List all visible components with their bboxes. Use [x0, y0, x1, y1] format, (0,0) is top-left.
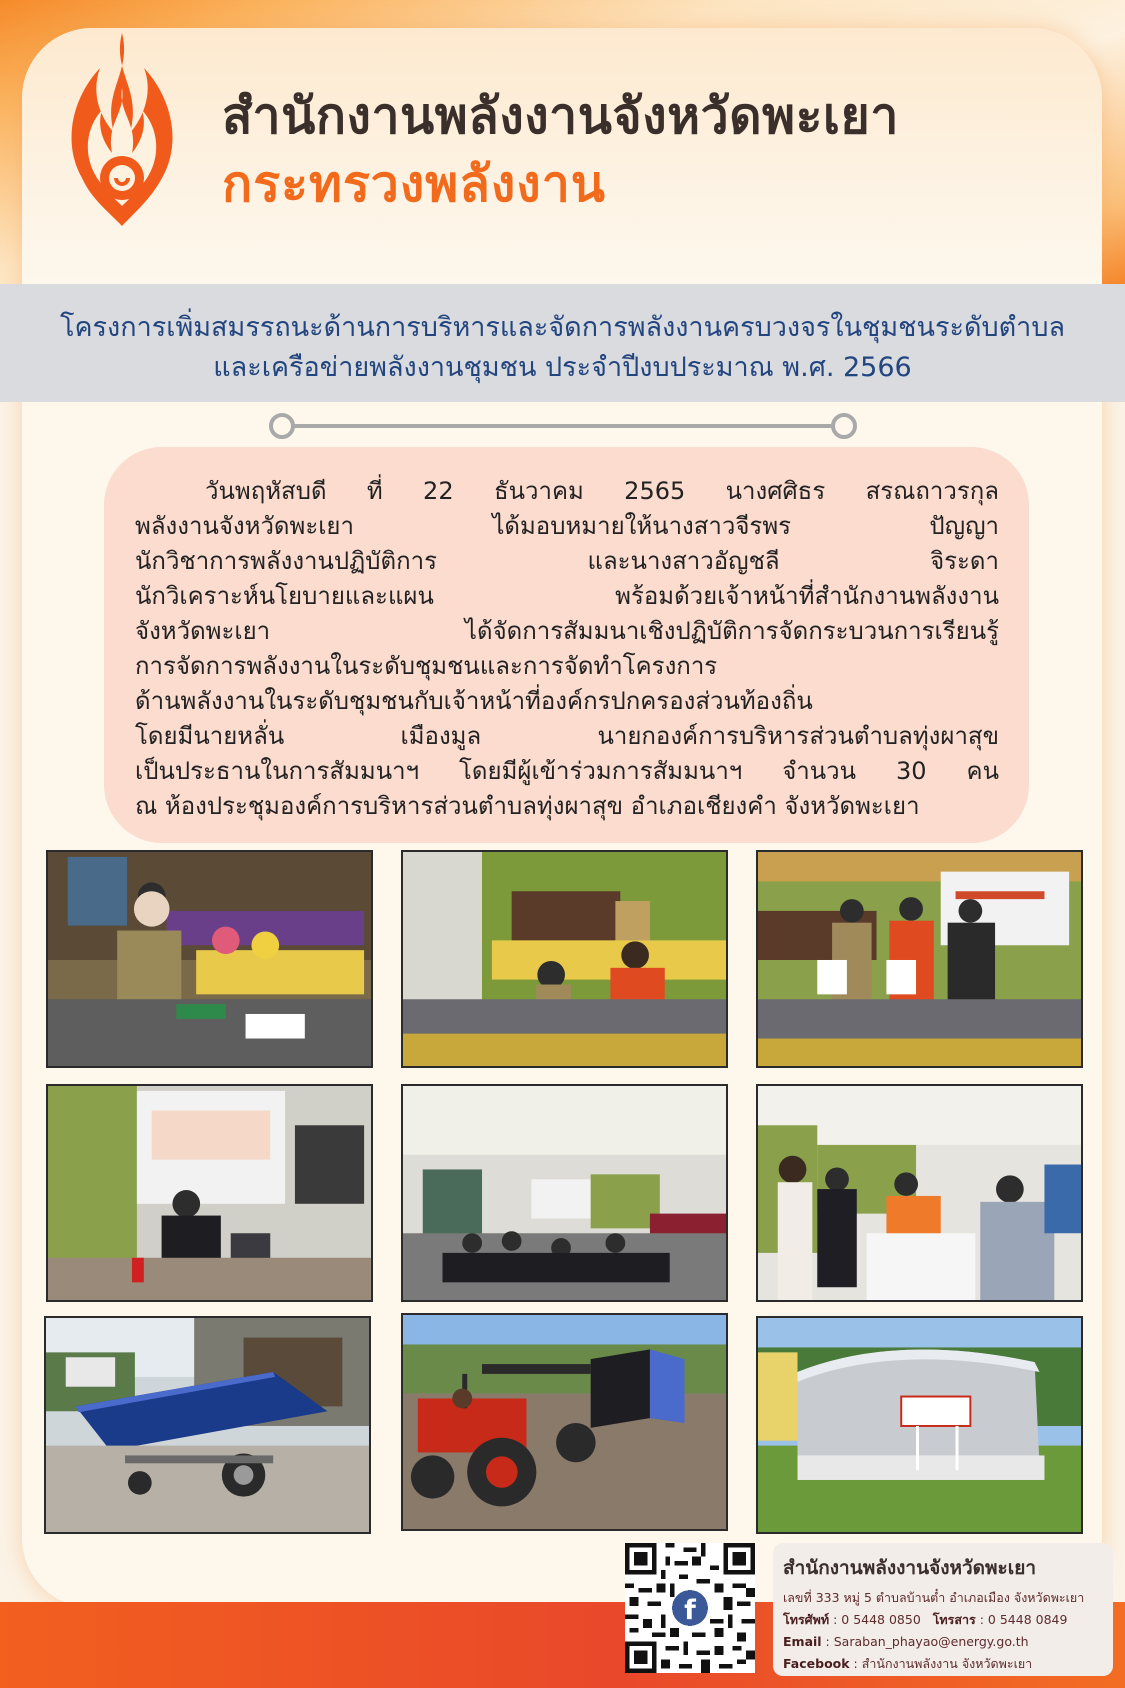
photo-presentation — [46, 1084, 373, 1302]
paragraph-line: ด้านพลังงานในระดับชุมชนกับเจ้าหน้าที่องค์กรปกครองส่วนท้องถิ่น — [135, 687, 813, 715]
photo-meeting-room — [401, 1084, 728, 1302]
project-title-line1: โครงการเพิ่มสมรรถนะด้านการบริหารและจัดการพลังงานครบวงจรในชุมชนระดับตำบล — [59, 312, 1066, 343]
photo-solar-cart — [44, 1316, 371, 1534]
contact-card — [773, 1543, 1113, 1676]
contact-address: เลขที่ 333 หมู่ 5 ตำบลบ้านต๋ำ อำเภอเมือง จังหวัดพะเยา — [783, 1590, 1085, 1605]
news-paragraph — [135, 474, 999, 824]
photo-group-workshop — [756, 1084, 1083, 1302]
contact-facebook-row: Facebook : สำนักงานพลังงาน จังหวัดพะเยา — [783, 1656, 1033, 1671]
email-address[interactable]: Saraban_phayao@energy.go.th — [833, 1634, 1029, 1649]
fax-label: โทรสาร — [932, 1612, 976, 1627]
photo-signing-mou — [756, 850, 1083, 1068]
org-title: สำนักงานพลังงานจังหวัดพะเยา — [222, 87, 899, 145]
paragraph-line: นักวิชาการพลังงานปฏิบัติการ และนางสาวอัญชลี จิระดา — [135, 547, 999, 575]
paragraph-line: จังหวัดพะเยา ได้จัดการสัมมนาเชิงปฏิบัติการจัดกระบวนการเรียนรู้ — [135, 617, 999, 645]
paragraph-line: นักวิเคราะห์นโยบายและแผน พร้อมด้วยเจ้าหน้าที่สำนักงานพลังงาน — [135, 582, 999, 610]
svg-text:f: f — [684, 1595, 696, 1627]
photo-tractor-solar-trailer — [401, 1313, 728, 1531]
project-title-line2: และเครือข่ายพลังงานชุมชน ประจำปีงบประมาณ พ.ศ. 2566 — [213, 352, 912, 383]
photo-meeting-table — [401, 850, 728, 1068]
phone-number[interactable]: 0 5448 0850 — [841, 1612, 921, 1627]
photo-speaker-at-podium — [46, 850, 373, 1068]
facebook-label: Facebook — [783, 1656, 850, 1671]
decorative-divider — [268, 408, 858, 444]
email-label: Email — [783, 1634, 822, 1649]
qr-code[interactable] — [625, 1543, 755, 1673]
phone-label: โทรศัพท์ — [783, 1612, 830, 1627]
paragraph-line: วันพฤหัสบดี ที่ 22 ธันวาคม 2565 นางศศิธร สรณถาวรกุล — [205, 477, 999, 505]
paragraph-line: โดยมีนายหลั่น เมืองมูล นายกองค์การบริหารส่วนตำบลทุ่งผาสุข — [135, 722, 999, 750]
contact-title: สำนักงานพลังงานจังหวัดพะเยา — [783, 1557, 1037, 1579]
paragraph-line: พลังงานจังหวัดพะเยา ได้มอบหมายให้นางสาวจีรพร ปัญญา — [135, 512, 999, 540]
paragraph-line: เป็นประธานในการสัมมนาฯ โดยมีผู้เข้าร่วมการสัมมนาฯ จำนวน 30 คน — [135, 757, 999, 785]
contact-email-row: Email : Saraban_phayao@energy.go.th — [783, 1634, 1029, 1649]
paragraph-line: การจัดการพลังงานในระดับชุมชนและการจัดทำโครงการ — [135, 652, 718, 680]
paragraph-line: ณ ห้องประชุมองค์การบริหารส่วนตำบลทุ่งผาสุข อำเภอเชียงคำ จังหวัดพะเยา — [135, 792, 920, 820]
facebook-page[interactable]: สำนักงานพลังงาน จังหวัดพะเยา — [861, 1656, 1033, 1671]
ministry-name: กระทรวงพลังงาน — [222, 155, 606, 213]
contact-phone-row: โทรศัพท์ : 0 5448 0850 โทรสาร : 0 5448 0849 — [783, 1612, 1068, 1627]
fax-number: 0 5448 0849 — [987, 1612, 1068, 1627]
photo-solar-dryer-greenhouse — [756, 1316, 1083, 1534]
ministry-flame-logo — [52, 28, 192, 238]
